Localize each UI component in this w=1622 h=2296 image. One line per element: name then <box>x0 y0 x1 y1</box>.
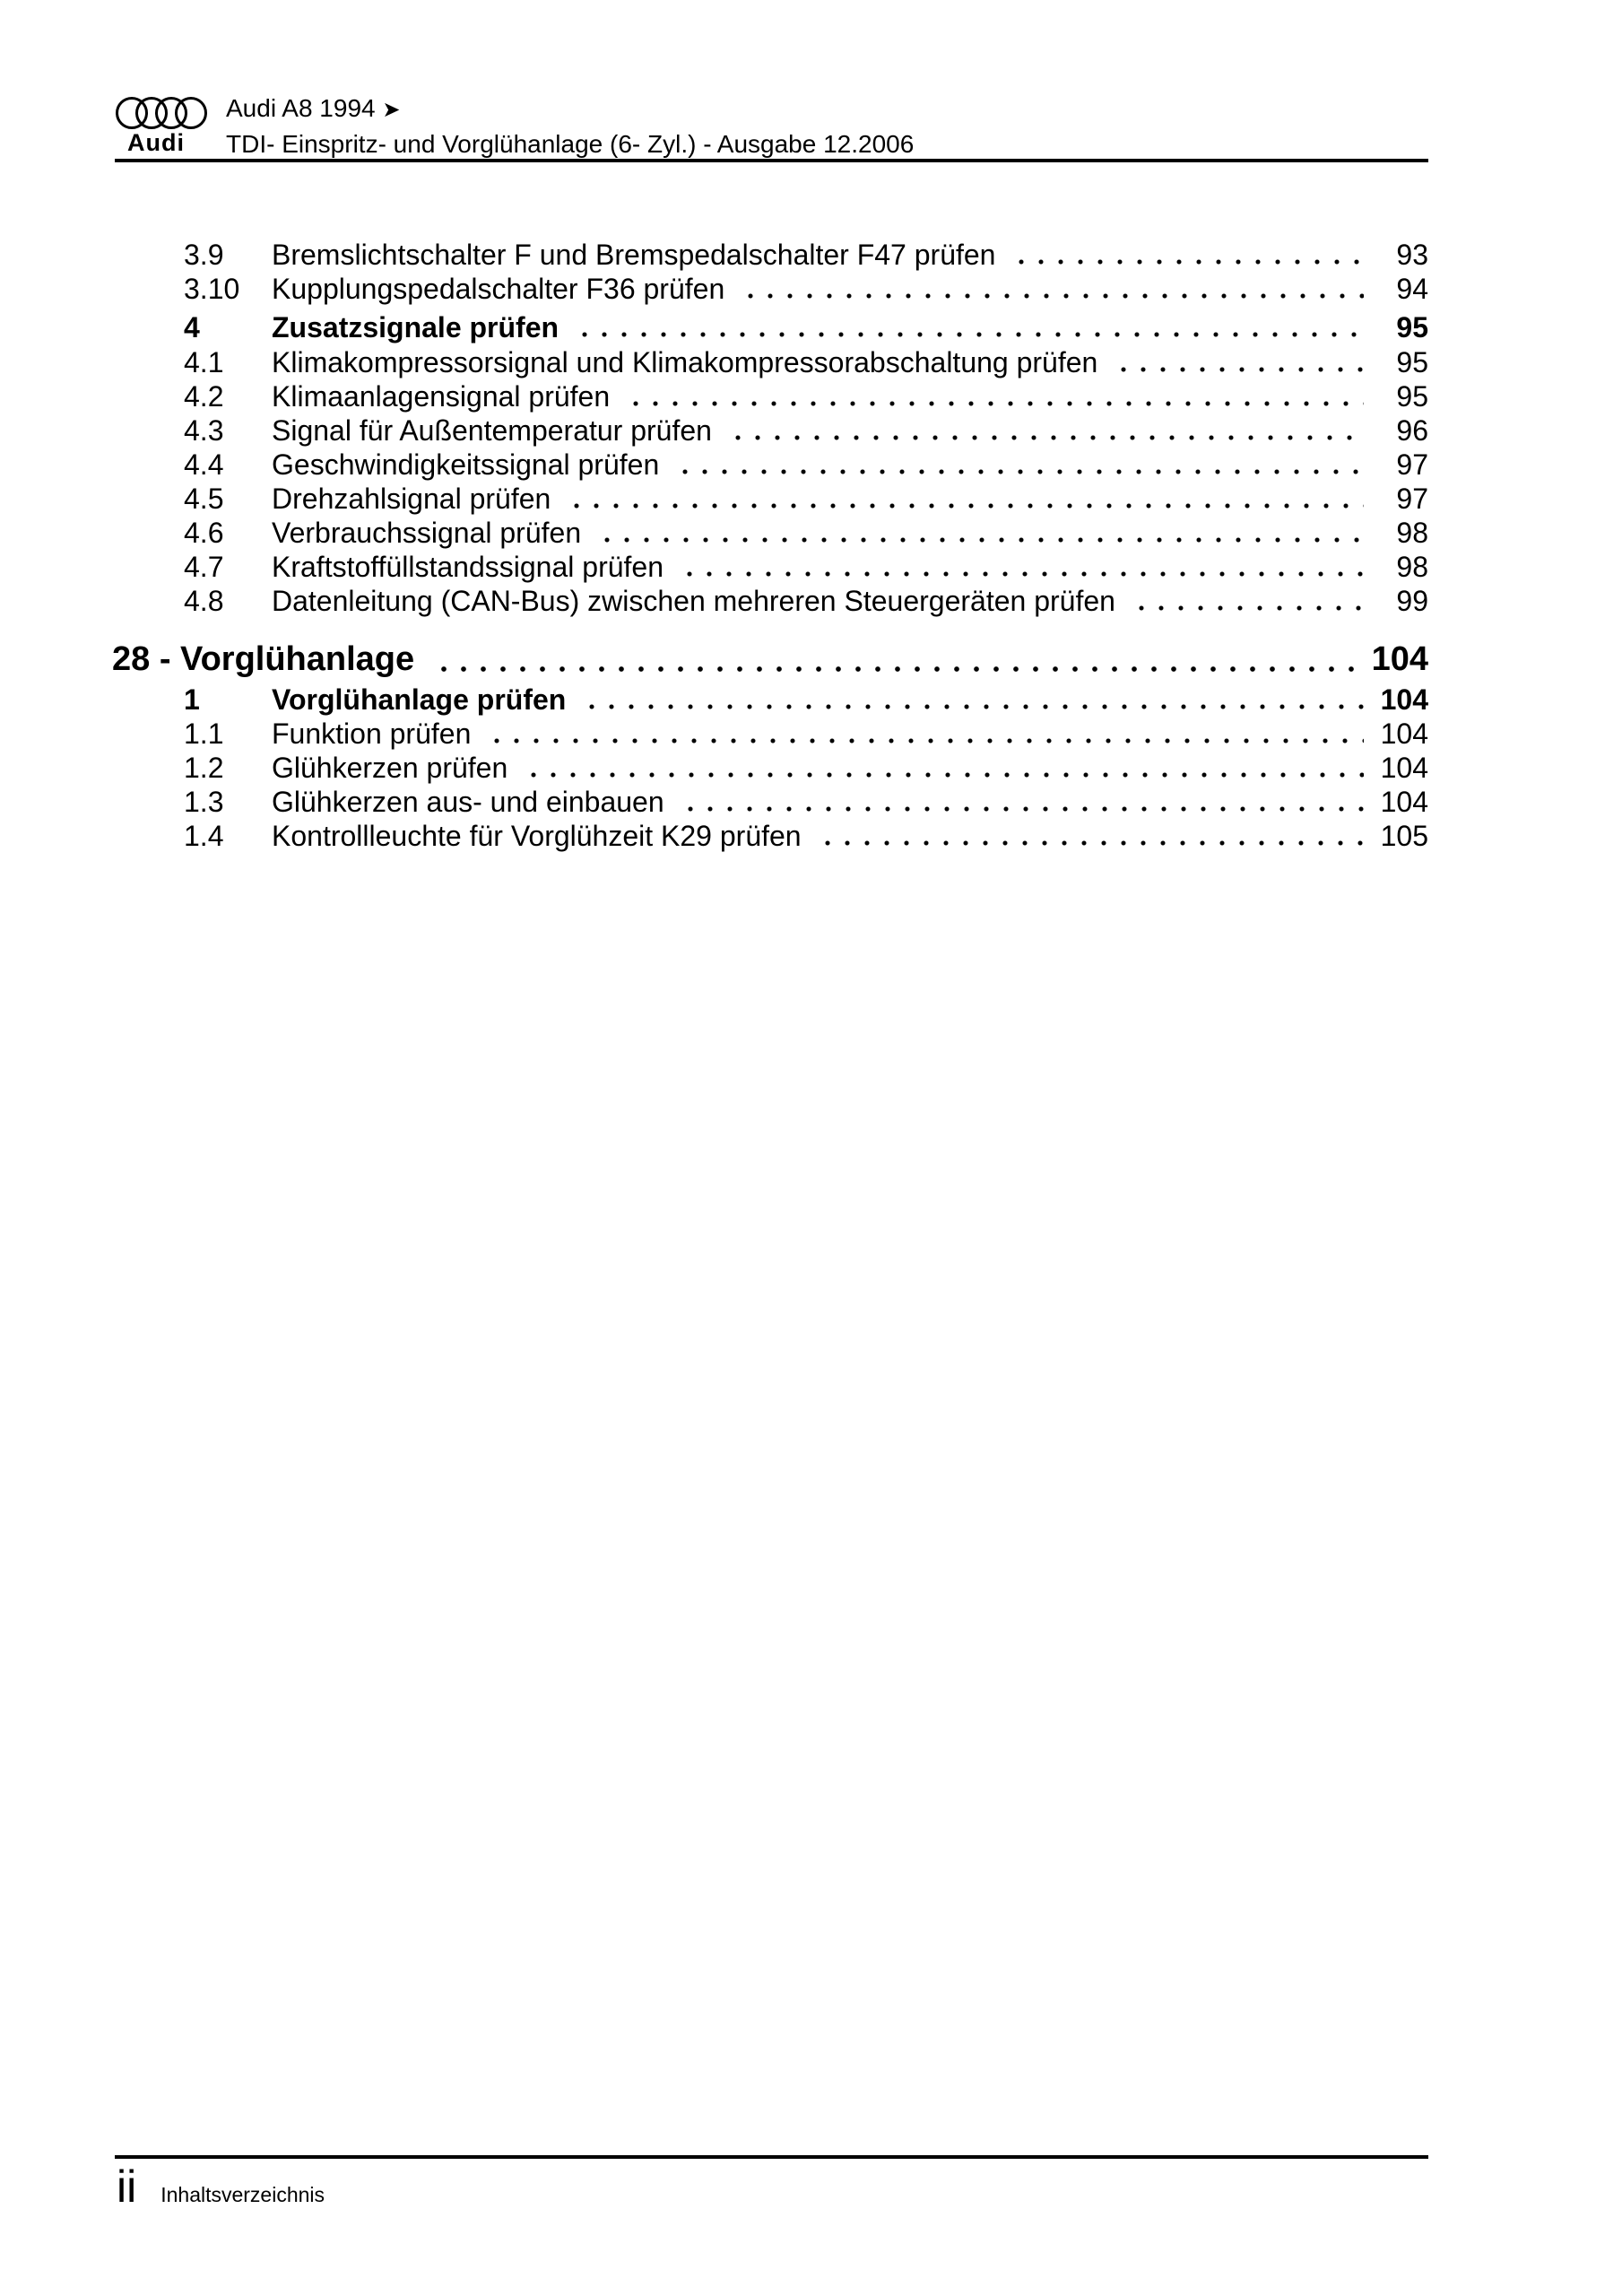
toc-item-title: Signal für Außentemperatur prüfen <box>272 414 712 447</box>
toc-item-title: Kupplungspedalschalter F36 prüfen <box>272 273 725 305</box>
footer-label: Inhaltsverzeichnis <box>160 2183 325 2206</box>
toc-row <box>184 819 1428 853</box>
toc-item-title: Glühkerzen aus- und einbauen <box>272 786 664 818</box>
toc-row <box>184 482 1428 516</box>
toc-item-page: 97 <box>1396 448 1428 481</box>
toc-item-title: Zusatzsignale prüfen <box>272 311 559 344</box>
toc-item-number: 4.7 <box>184 551 224 583</box>
toc-row <box>184 310 1428 344</box>
dot-leader <box>626 379 1364 413</box>
toc-row <box>184 751 1428 785</box>
toc-row <box>184 448 1428 482</box>
dot-leader <box>582 683 1364 717</box>
toc-item-page: 96 <box>1396 414 1428 447</box>
toc-item-page: 99 <box>1396 585 1428 617</box>
toc-item-number: 4.8 <box>184 585 224 617</box>
toc-item-number: 4.2 <box>184 380 224 413</box>
toc-item-number: 1.4 <box>184 820 224 852</box>
toc-row <box>184 238 1428 272</box>
toc-item-page: 104 <box>1380 786 1428 818</box>
toc-row <box>184 345 1428 379</box>
toc-row <box>184 272 1428 306</box>
toc-section-heading <box>112 636 1428 683</box>
toc-row <box>184 785 1428 819</box>
toc-item-title: Bremslichtschalter F und Bremspedalschalter F47 prüfen <box>272 239 996 271</box>
dot-leader <box>728 413 1364 448</box>
dot-leader <box>1114 345 1364 379</box>
toc-item-title: Kontrollleuchte für Vorglühzeit K29 prüfen <box>272 820 802 852</box>
dot-leader <box>524 751 1364 785</box>
toc-item-number: 1.2 <box>184 752 224 784</box>
toc-item-page: 94 <box>1396 273 1428 305</box>
dot-leader <box>434 636 1362 683</box>
toc-row <box>184 717 1428 751</box>
dot-leader <box>675 448 1364 482</box>
toc-item-number: 4.6 <box>184 517 224 549</box>
toc-row <box>184 516 1428 550</box>
toc-item-title: Klimakompressorsignal und Klimakompressorabschaltung prüfen <box>272 346 1098 378</box>
toc-item-page: 95 <box>1396 346 1428 378</box>
toc-item-number: 4.1 <box>184 346 224 378</box>
right-arrowhead-icon: ➤ <box>382 98 401 122</box>
toc-row <box>184 379 1428 413</box>
header-document-title: TDI- Einspritz- und Vorglühanlage (6- Zyl.) - Ausgabe 12.2006 <box>226 130 915 158</box>
toc-item-page: 98 <box>1396 517 1428 549</box>
dot-leader <box>575 310 1364 344</box>
header-model-line <box>226 91 914 127</box>
toc-section-label: 28 - Vorglühanlage <box>112 640 415 678</box>
toc-item-page: 105 <box>1380 820 1428 852</box>
toc-item-title: Glühkerzen prüfen <box>272 752 508 784</box>
dot-leader <box>487 717 1364 751</box>
toc-item-number: 1.1 <box>184 718 224 750</box>
dot-leader <box>567 482 1364 516</box>
dot-leader <box>818 819 1364 853</box>
dot-leader <box>741 272 1364 306</box>
toc-item-page: 104 <box>1380 752 1428 784</box>
footer-rule <box>115 2155 1428 2159</box>
toc-item-number: 4.3 <box>184 414 224 447</box>
toc-item-title: Drehzahlsignal prüfen <box>272 483 551 515</box>
toc-item-page: 98 <box>1396 551 1428 583</box>
toc-item-number: 4.4 <box>184 448 224 481</box>
toc-item-page: 104 <box>1380 683 1428 716</box>
toc-item-number: 1 <box>184 683 200 716</box>
toc-row <box>184 584 1428 618</box>
dot-leader <box>680 550 1364 584</box>
toc-item-title: Verbrauchssignal prüfen <box>272 517 582 549</box>
toc-item-number: 3.9 <box>184 239 224 271</box>
header-text <box>226 91 914 161</box>
audi-wordmark: Audi <box>127 129 185 156</box>
toc-item-number: 4.5 <box>184 483 224 515</box>
footer-page-number: ii <box>117 2161 137 2212</box>
toc-item-title: Kraftstoffüllstandssignal prüfen <box>272 551 664 583</box>
toc-item-page: 95 <box>1396 311 1428 344</box>
dot-leader <box>1011 238 1364 272</box>
toc-item-title: Vorglühanlage prüfen <box>272 683 567 716</box>
toc-item-page: 95 <box>1396 380 1428 413</box>
toc-item-number: 1.3 <box>184 786 224 818</box>
toc-item-number: 4 <box>184 311 200 344</box>
table-of-contents <box>112 231 1428 853</box>
dot-leader <box>597 516 1364 550</box>
footer <box>117 2163 325 2210</box>
toc-item-title: Geschwindigkeitssignal prüfen <box>272 448 660 481</box>
toc-row <box>184 413 1428 448</box>
header-model-text: Audi A8 1994 <box>226 94 376 122</box>
dot-leader <box>681 785 1364 819</box>
dot-leader <box>1132 584 1364 618</box>
toc-item-page: 97 <box>1396 483 1428 515</box>
toc-item-number: 3.10 <box>184 273 240 305</box>
toc-item-title: Funktion prüfen <box>272 718 472 750</box>
toc-item-page: 93 <box>1396 239 1428 271</box>
header-rule <box>115 159 1428 162</box>
toc-item-page: 104 <box>1380 718 1428 750</box>
toc-item-title: Klimaanlagensignal prüfen <box>272 380 611 413</box>
toc-section-page: 104 <box>1371 640 1428 678</box>
toc-row <box>184 550 1428 584</box>
toc-item-title: Datenleitung (CAN-Bus) zwischen mehreren Steuergeräten prüfen <box>272 585 1115 617</box>
toc-row <box>184 683 1428 717</box>
